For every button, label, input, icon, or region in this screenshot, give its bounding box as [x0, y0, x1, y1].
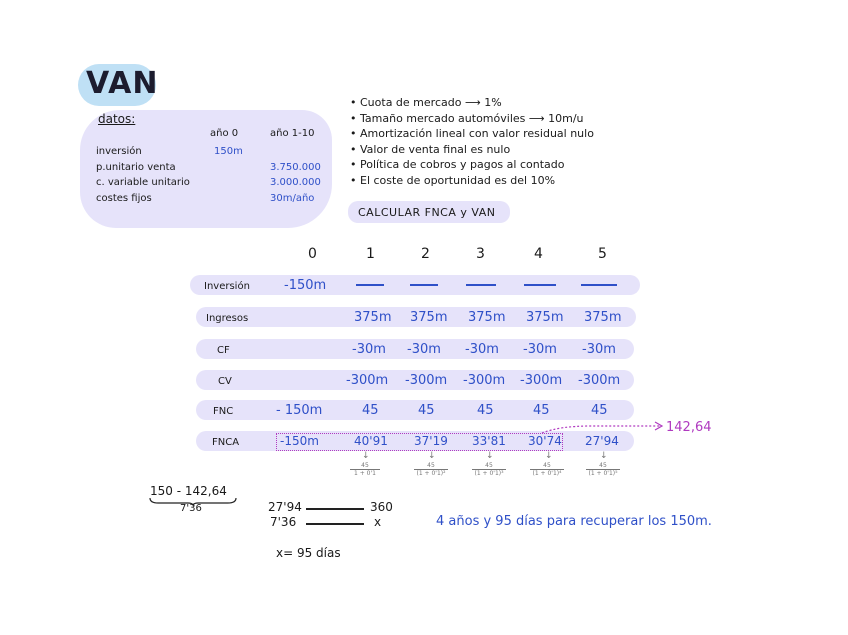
dash-mark	[524, 284, 556, 286]
cell: -300m	[463, 373, 506, 388]
bullet-item: • Cuota de mercado ⟶ 1%	[350, 95, 594, 111]
year-header: 0	[308, 246, 317, 262]
cell: -300m	[405, 373, 448, 388]
row-background	[196, 400, 634, 420]
cell: 45	[533, 403, 550, 418]
datos-row-label: p.unitario venta	[96, 162, 176, 173]
dash-mark	[356, 284, 384, 286]
proportion-b1: 360	[370, 500, 393, 514]
cell: 375m	[526, 310, 564, 325]
cell: 45	[591, 403, 608, 418]
fraction-numerator: 45	[361, 462, 369, 469]
fraction-denominator: (1 + 0'1)⁵	[586, 469, 620, 477]
fraction	[586, 462, 620, 477]
fraction-numerator: 45	[485, 462, 493, 469]
cell: -30m	[407, 342, 441, 357]
row-label-ingresos: Ingresos	[206, 313, 249, 324]
cell: 27'94	[585, 434, 619, 448]
proportion-a2: 7'36	[270, 515, 297, 529]
cell: -30m	[523, 342, 557, 357]
fraction-denominator: (1 + 0'1)³	[472, 469, 506, 477]
cell: -30m	[352, 342, 386, 357]
cell: -300m	[346, 373, 389, 388]
cell: 40'91	[354, 434, 388, 448]
datos-row-label: costes fijos	[96, 193, 152, 204]
dash-mark	[410, 284, 438, 286]
cell: 45	[362, 403, 379, 418]
cell: 375m	[410, 310, 448, 325]
down-arrow-icon: ↓	[486, 451, 494, 461]
datos-col-year0: año 0	[210, 128, 239, 139]
down-arrow-icon: ↓	[362, 451, 370, 461]
cell: 33'81	[472, 434, 506, 448]
datos-row-value: 30m/año	[270, 193, 315, 204]
down-arrow-icon: ↓	[428, 451, 436, 461]
row-label-fnca: FNCA	[212, 437, 240, 448]
subtraction-expr: 150 - 142,64	[150, 484, 227, 498]
datos-row-value: 150m	[214, 146, 243, 157]
fraction-denominator: (1 + 0'1)⁴	[530, 469, 564, 477]
row-label-cf: CF	[217, 345, 230, 356]
cell: 375m	[468, 310, 506, 325]
fraction	[472, 462, 506, 477]
year-header: 4	[534, 246, 543, 262]
sum-value: 142,64	[666, 420, 712, 435]
cell: -150m	[280, 434, 319, 448]
fraction-numerator: 45	[543, 462, 551, 469]
fraction-denominator: 1 + 0'1	[350, 469, 380, 477]
datos-row-value: 3.750.000	[270, 162, 321, 173]
cell: -150m	[284, 278, 327, 293]
row-label-fnc: FNC	[213, 406, 234, 417]
assumptions-list	[350, 95, 594, 188]
proportion-answer: x= 95 días	[276, 546, 341, 560]
dash-mark	[466, 284, 496, 286]
year-header: 1	[366, 246, 375, 262]
bullet-item: • Política de cobros y pagos al contado	[350, 157, 594, 173]
cell: 37'19	[414, 434, 448, 448]
fraction-numerator: 45	[599, 462, 607, 469]
proportion-a1: 27'94	[268, 500, 302, 514]
cell: 375m	[584, 310, 622, 325]
proportion-line	[306, 508, 364, 510]
row-label-inversion: Inversión	[204, 281, 250, 292]
cell: -30m	[465, 342, 499, 357]
conclusion-text: 4 años y 95 días para recuperar los 150m.	[436, 514, 712, 529]
fraction	[350, 462, 380, 477]
dash-mark	[581, 284, 617, 286]
down-arrow-icon: ↓	[600, 451, 608, 461]
cell: -300m	[520, 373, 563, 388]
proportion-line	[306, 523, 364, 525]
cell: -300m	[578, 373, 621, 388]
fraction	[530, 462, 564, 477]
subtraction-result: 7'36	[180, 503, 202, 514]
bullet-item: • Tamaño mercado automóviles ⟶ 10m/u	[350, 111, 594, 127]
datos-row-value: 3.000.000	[270, 177, 321, 188]
year-header: 5	[598, 246, 607, 262]
datos-col-year1-10: año 1-10	[270, 128, 315, 139]
cell: 30'74	[528, 434, 562, 448]
datos-row-label: inversión	[96, 146, 142, 157]
bullet-item: • Valor de venta final es nulo	[350, 142, 594, 158]
year-header: 2	[421, 246, 430, 262]
bullet-item: • Amortización lineal con valor residual nulo	[350, 126, 594, 142]
year-header: 3	[476, 246, 485, 262]
cell: - 150m	[276, 403, 323, 418]
cell: 375m	[354, 310, 392, 325]
row-label-cv: CV	[218, 376, 232, 387]
down-arrow-icon: ↓	[545, 451, 553, 461]
page-title: VAN	[86, 66, 159, 101]
cell: 45	[418, 403, 435, 418]
datos-row-label: c. variable unitario	[96, 177, 190, 188]
sum-arrow	[520, 420, 670, 440]
cell: -30m	[582, 342, 616, 357]
datos-label: datos:	[98, 112, 136, 126]
proportion-b2: x	[374, 515, 382, 529]
fraction-numerator: 45	[427, 462, 435, 469]
fraction	[414, 462, 448, 477]
cell: 45	[477, 403, 494, 418]
calcular-heading: CALCULAR FNCA y VAN	[358, 206, 496, 219]
fraction-denominator: (1 + 0'1)²	[414, 469, 448, 477]
bullet-item: • El coste de oportunidad es del 10%	[350, 173, 594, 189]
